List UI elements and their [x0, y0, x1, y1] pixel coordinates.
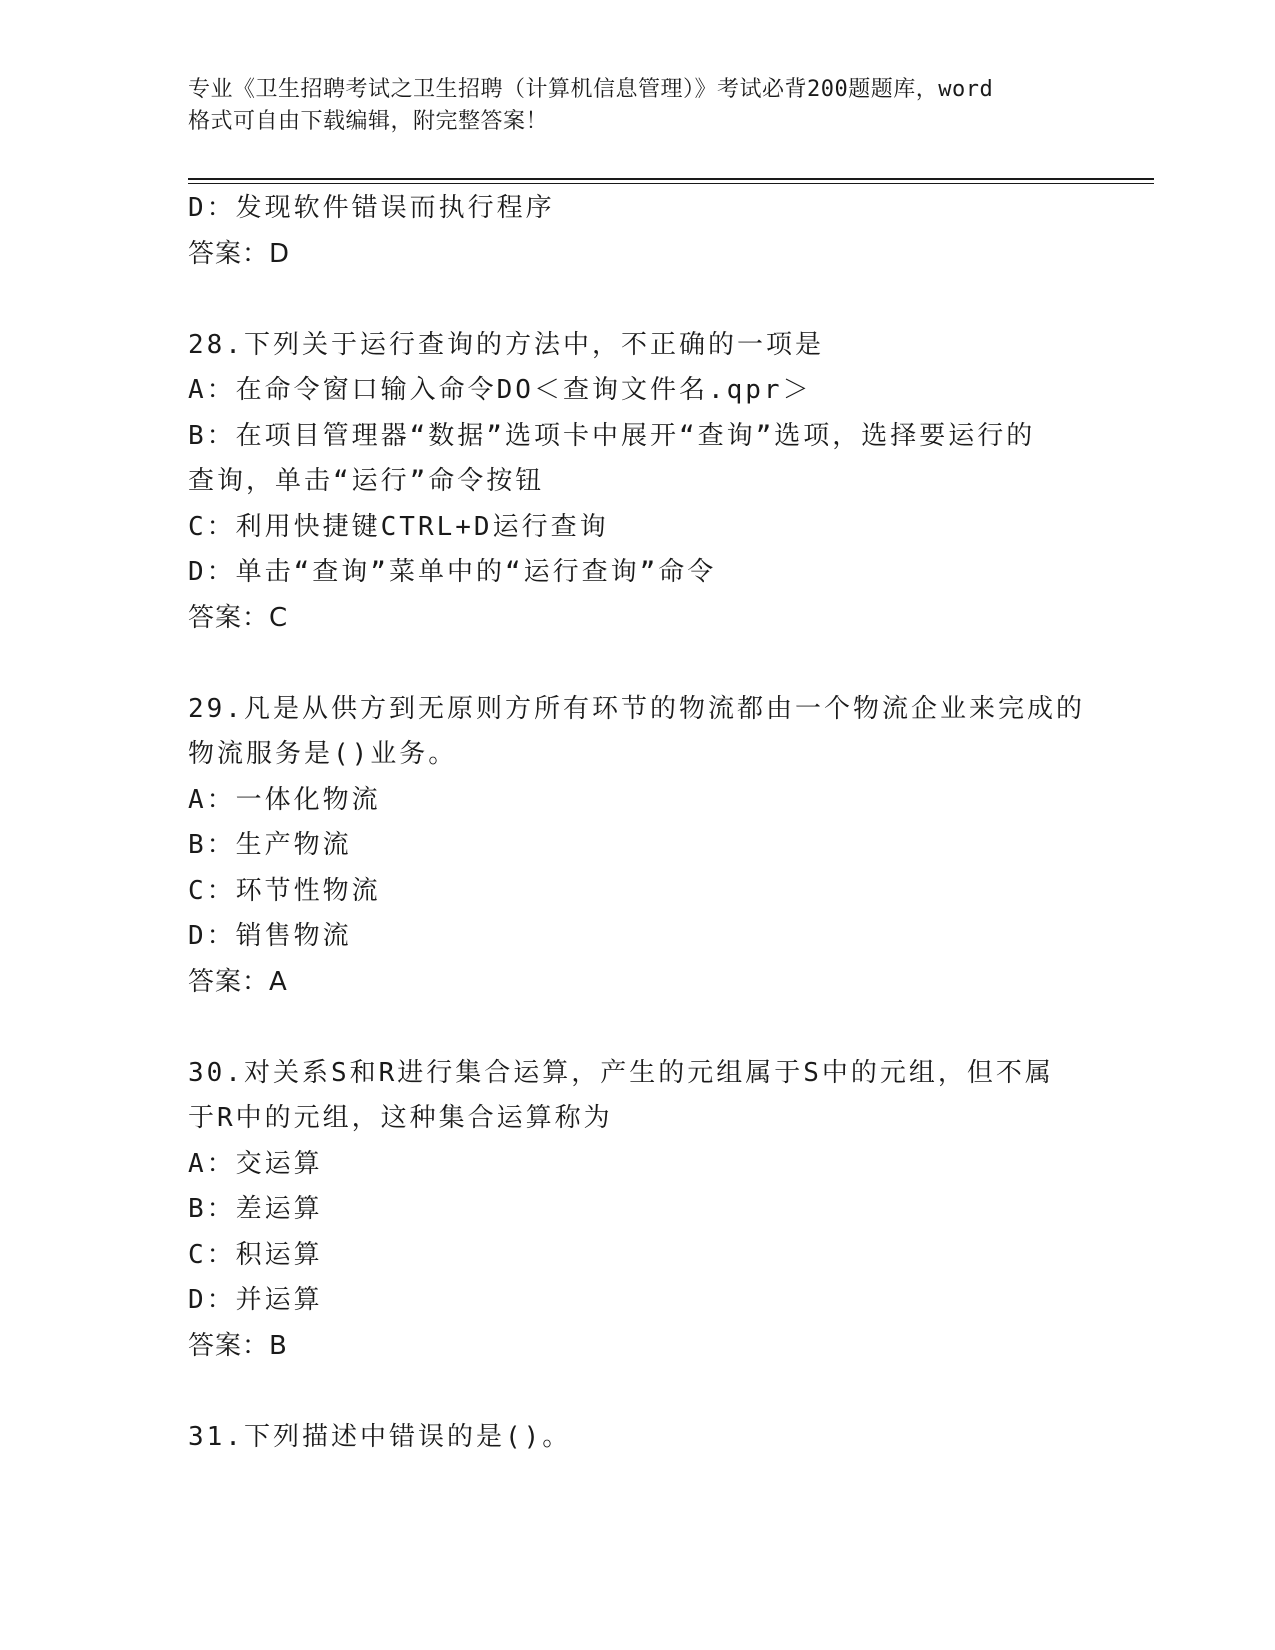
- question-29: [188, 687, 1088, 1006]
- header-divider: [188, 178, 1154, 184]
- option-b: B：在项目管理器“数据”选项卡中展开“查询”选项，选择要运行的: [188, 420, 1036, 451]
- option-d: D：发现软件错误而执行程序: [188, 193, 555, 223]
- answer-line: 答案：C: [188, 602, 289, 633]
- option-b: B：差运算: [188, 1194, 323, 1224]
- option-b: B：生产物流: [188, 830, 352, 860]
- option-c: C：积运算: [188, 1239, 323, 1270]
- spacer: [188, 1369, 1088, 1415]
- spacer: [188, 641, 1088, 687]
- option-b-continued: 查询，单击“运行”命令按钮: [188, 466, 545, 496]
- option-c: C：环节性物流: [188, 875, 381, 906]
- option-c: C：利用快捷键CTRL+D运行查询: [188, 511, 609, 542]
- answer-line: 答案：A: [188, 966, 288, 997]
- question-stem: 30.对关系S和R进行集合运算，产生的元组属于S中的元组，但不属: [188, 1057, 1054, 1088]
- question-28: [188, 323, 1088, 642]
- question-31: [188, 1415, 1088, 1461]
- answer-line: 答案：B: [188, 1330, 288, 1361]
- document-header: [188, 74, 1088, 138]
- option-d: D：并运算: [188, 1285, 323, 1315]
- option-a: A：一体化物流: [188, 784, 381, 815]
- option-d: D：销售物流: [188, 921, 352, 951]
- question-stem: 29.凡是从供方到无原则方所有环节的物流都由一个物流企业来完成的: [188, 693, 1085, 724]
- question-stem: 31.下列描述中错误的是()。: [188, 1421, 572, 1452]
- question-stem-continued: 于R中的元组，这种集合运算称为: [188, 1103, 613, 1133]
- question-30: [188, 1051, 1088, 1370]
- header-line-1: 专业《卫生招聘考试之卫生招聘（计算机信息管理）》考试必背200题题库，word: [188, 77, 994, 102]
- spacer: [188, 1005, 1088, 1051]
- prev-question-tail: [188, 186, 1088, 277]
- question-stem-continued: 物流服务是()业务。: [188, 739, 458, 769]
- answer-line: 答案：D: [188, 238, 291, 269]
- option-a: A：在命令窗口输入命令DO＜查询文件名.qpr＞: [188, 375, 812, 405]
- header-line-2: 格式可自由下载编辑，附完整答案！: [188, 109, 549, 134]
- option-a: A：交运算: [188, 1148, 323, 1179]
- question-list: [188, 186, 1088, 1460]
- spacer: [188, 277, 1088, 323]
- option-d: D：单击“查询”菜单中的“运行查询”命令: [188, 557, 717, 587]
- question-stem: 28.下列关于运行查询的方法中，不正确的一项是: [188, 329, 824, 360]
